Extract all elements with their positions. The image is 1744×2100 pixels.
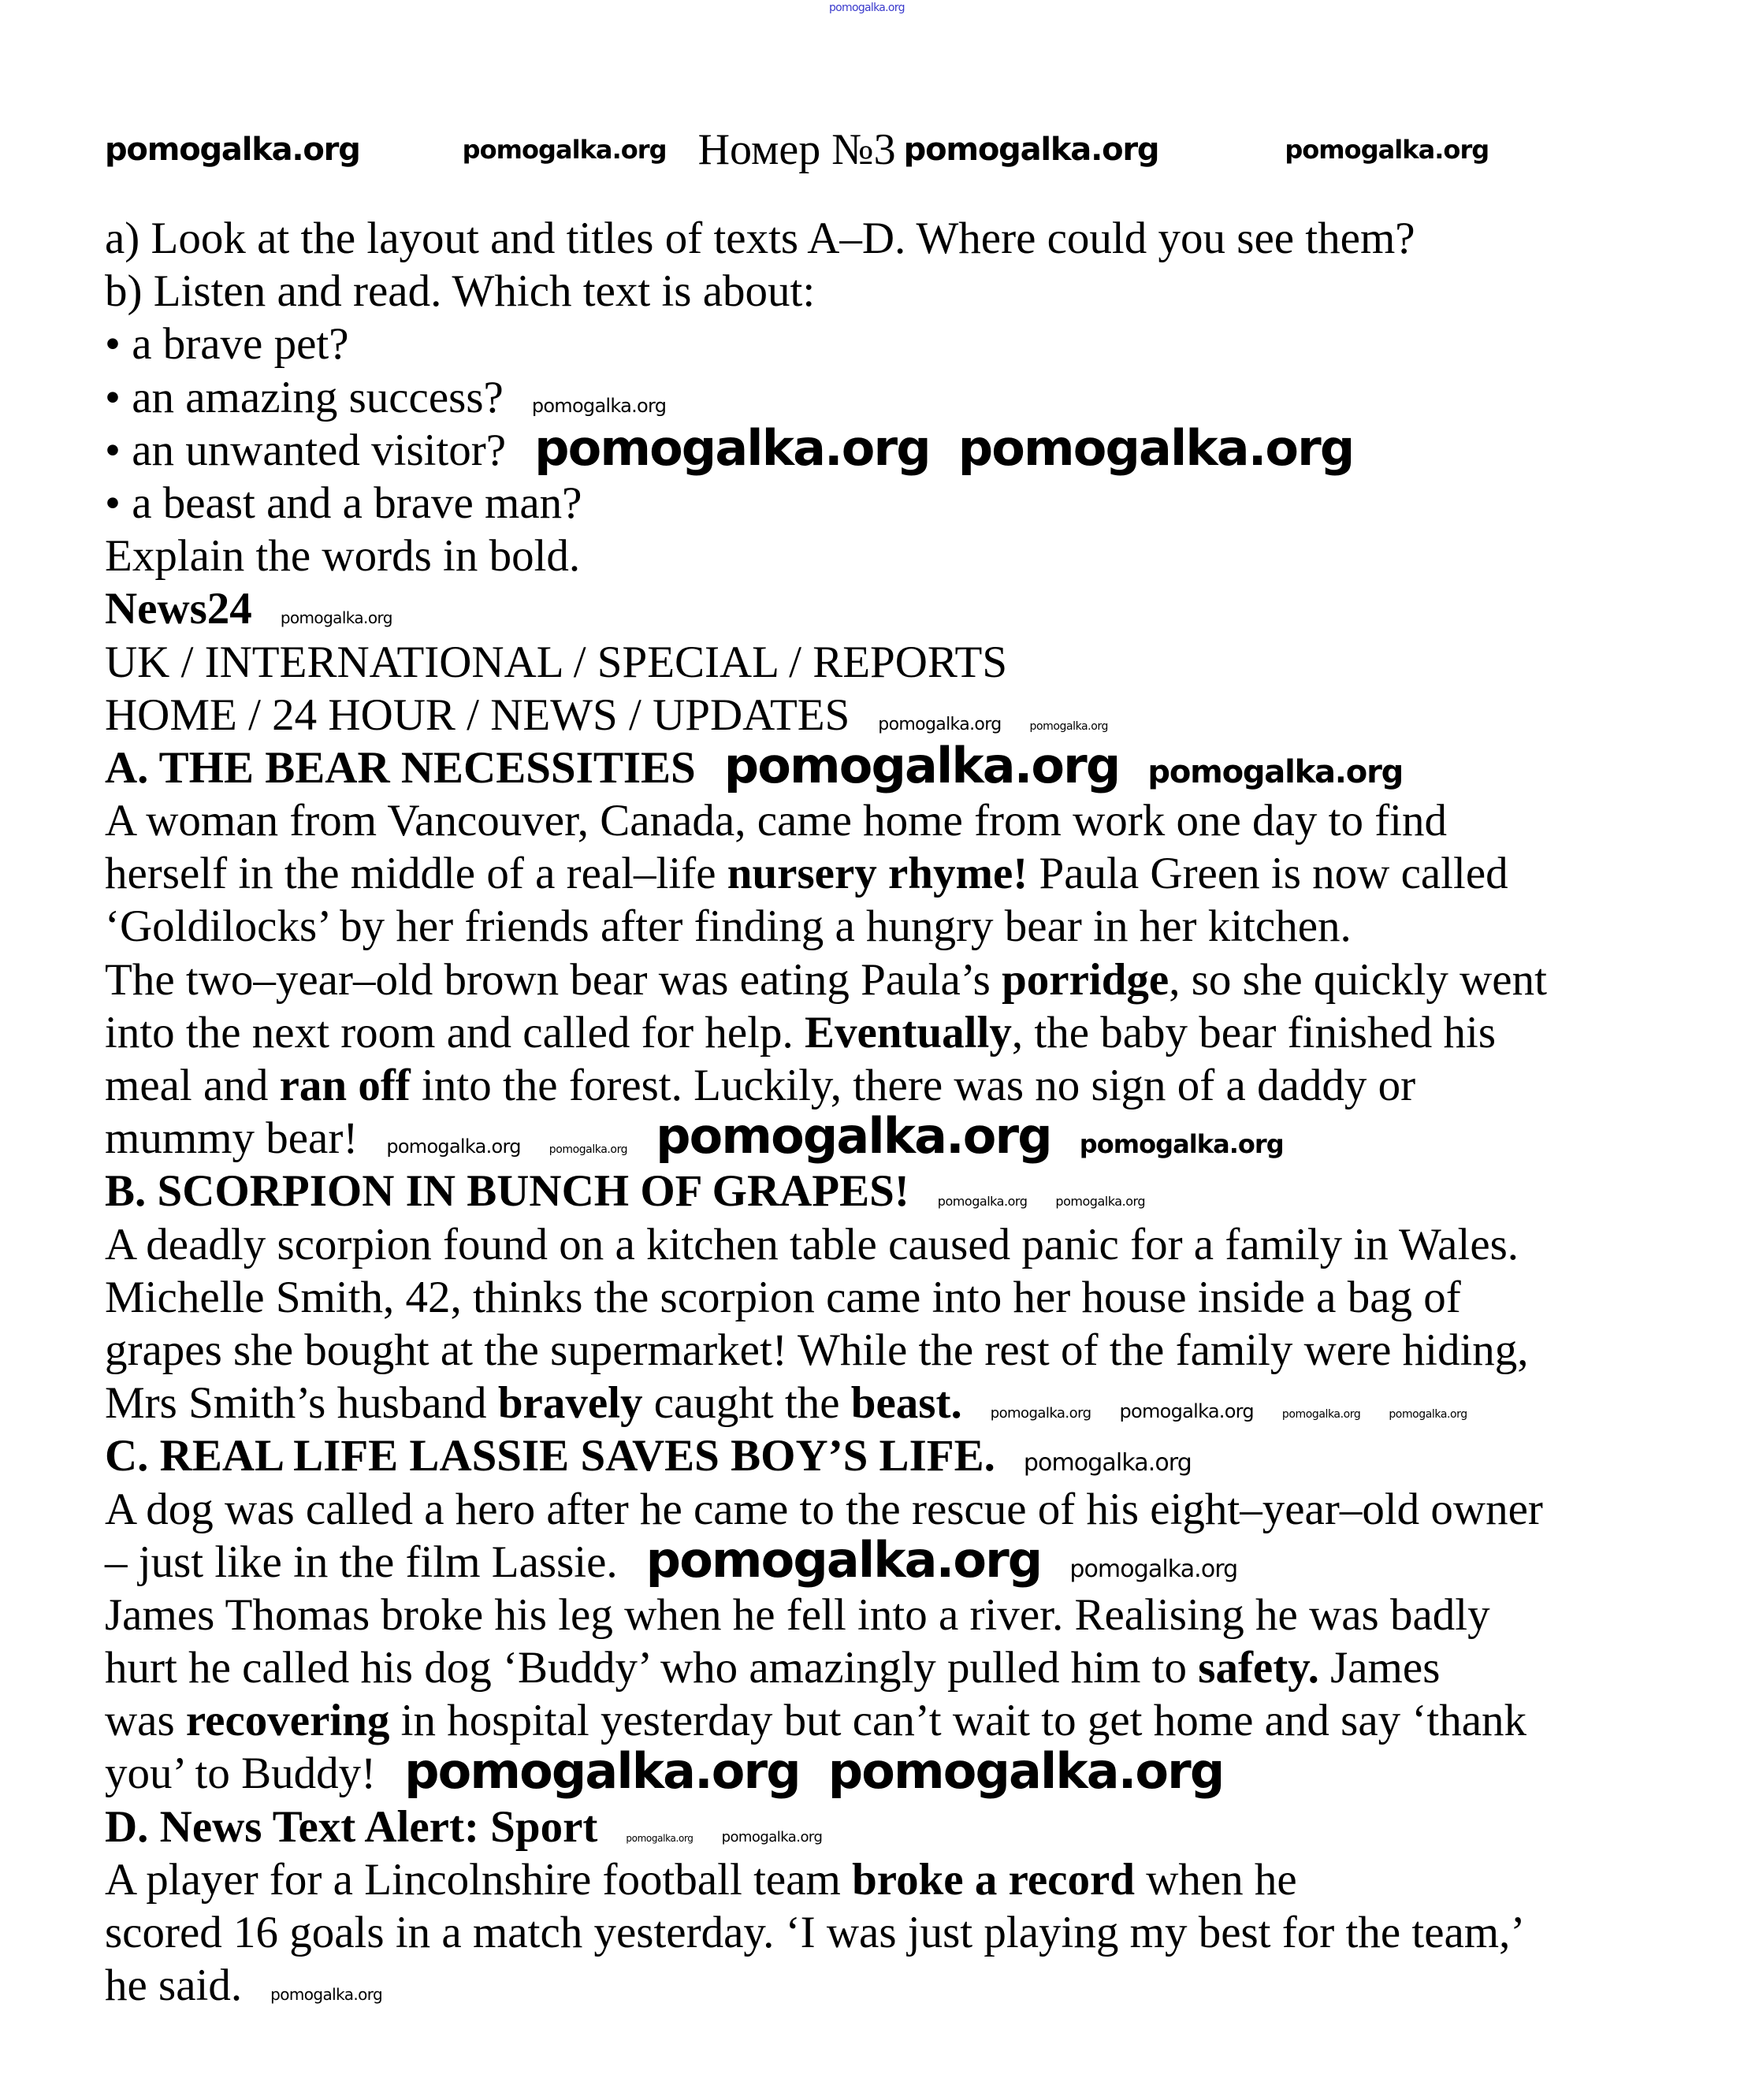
text-line bbox=[105, 582, 1547, 635]
text-line bbox=[105, 1853, 1547, 1906]
text: mummy bear! bbox=[105, 1113, 359, 1164]
watermark: pomogalka.org bbox=[1029, 719, 1108, 733]
text: Explain the words in bold. bbox=[105, 531, 581, 582]
text-line bbox=[105, 636, 1547, 689]
text-line bbox=[105, 953, 1547, 1006]
watermark: pomogalka.org bbox=[1147, 753, 1404, 790]
text-line bbox=[105, 847, 1547, 900]
watermark: pomogalka.org bbox=[1389, 1408, 1467, 1422]
bold-text: broke a record bbox=[852, 1854, 1135, 1905]
text: A dog was called a hero after he came to the rescue of his eight–year–old owner bbox=[105, 1484, 1543, 1534]
text: • a brave pet? bbox=[105, 319, 349, 370]
watermark: pomogalka.org bbox=[645, 1530, 1042, 1589]
text-line bbox=[105, 371, 1547, 424]
text-line bbox=[105, 900, 1547, 953]
text: he said. bbox=[105, 1961, 243, 2011]
text-line bbox=[105, 1959, 1547, 2012]
text: a) Look at the layout and titles of texts A–D. Where could you see them? bbox=[105, 214, 1415, 263]
text: James bbox=[1318, 1643, 1441, 1693]
watermark: pomogalka.org bbox=[1055, 1194, 1146, 1210]
text: you’ to Buddy! bbox=[105, 1749, 377, 1799]
watermark: pomogalka.org bbox=[656, 1107, 1051, 1165]
text-line bbox=[105, 1483, 1547, 1536]
text: Michelle Smith, 42, thinks the scorpion came into her house inside a bag of bbox=[105, 1272, 1461, 1322]
watermark: pomogalka.org bbox=[1119, 1400, 1254, 1423]
text: HOME / 24 HOUR / NEWS / UPDATES bbox=[105, 689, 850, 740]
watermark: pomogalka.org bbox=[531, 394, 667, 417]
text: caught the bbox=[642, 1378, 851, 1429]
text: UK / INTERNATIONAL / SPECIAL / REPORTS bbox=[105, 637, 1008, 687]
text-line bbox=[105, 1429, 1547, 1482]
text-line bbox=[105, 1218, 1547, 1271]
text-line bbox=[105, 1694, 1547, 1747]
text-line bbox=[105, 1906, 1547, 1959]
watermark: pomogalka.org bbox=[827, 1742, 1224, 1801]
bold-text: C. REAL LIFE LASSIE SAVES BOY’S LIFE. bbox=[105, 1431, 995, 1481]
text-line bbox=[105, 1377, 1547, 1429]
text-line bbox=[105, 1107, 1547, 1165]
bold-text: News24 bbox=[105, 584, 252, 634]
text-line bbox=[105, 418, 1547, 477]
text: meal and bbox=[105, 1061, 280, 1110]
watermark: pomogalka.org bbox=[105, 132, 360, 168]
watermark: pomogalka.org bbox=[1079, 1129, 1284, 1160]
page-title: Номер №3 bbox=[697, 125, 896, 174]
bold-text: porridge bbox=[1002, 954, 1169, 1005]
text-line bbox=[105, 1641, 1547, 1694]
text-line bbox=[105, 212, 1547, 265]
text-line bbox=[105, 318, 1547, 370]
bold-text: beast. bbox=[850, 1378, 962, 1429]
text: scored 16 goals in a match yesterday. ‘I was just playing my best for the team,’ bbox=[105, 1908, 1526, 1957]
text: • a beast and a brave man? bbox=[105, 478, 582, 528]
text-line bbox=[105, 1742, 1547, 1801]
bold-text: B. SCORPION IN BUNCH OF GRAPES! bbox=[105, 1166, 909, 1217]
watermark: pomogalka.org bbox=[280, 608, 392, 628]
text-line bbox=[105, 736, 1547, 794]
watermark: pomogalka.org bbox=[937, 1194, 1028, 1210]
text-line bbox=[105, 794, 1547, 847]
text-line bbox=[105, 1271, 1547, 1324]
text: in hospital yesterday but can’t wait to get home and say ‘thank bbox=[389, 1696, 1527, 1746]
text: into the next room and called for help. bbox=[105, 1007, 805, 1057]
text-line bbox=[105, 689, 1547, 742]
watermark: pomogalka.org bbox=[386, 1135, 521, 1158]
watermark: pomogalka.org bbox=[903, 132, 1159, 168]
text: herself in the middle of a real–life bbox=[105, 849, 727, 899]
watermark: pomogalka.org bbox=[462, 135, 667, 165]
bold-text: recovering bbox=[185, 1696, 390, 1746]
text: was bbox=[105, 1696, 186, 1746]
watermark: pomogalka.org bbox=[1069, 1555, 1238, 1583]
watermark: pomogalka.org bbox=[270, 1985, 383, 2005]
text: A deadly scorpion found on a kitchen table caused panic for a family in Wales. bbox=[105, 1219, 1519, 1269]
watermark: pomogalka.org bbox=[958, 418, 1354, 477]
bold-text: safety. bbox=[1198, 1643, 1319, 1693]
text: James Thomas broke his leg when he fell into a river. Realising he was badly bbox=[105, 1589, 1490, 1640]
text-line bbox=[105, 1589, 1547, 1641]
bold-text: Eventually bbox=[804, 1007, 1012, 1057]
watermark: pomogalka.org bbox=[990, 1405, 1091, 1422]
watermark: pomogalka.org bbox=[1285, 135, 1489, 165]
text: ‘Goldilocks’ by her friends after finding a hungry bear in her kitchen. bbox=[105, 901, 1352, 952]
watermark: pomogalka.org bbox=[626, 1832, 694, 1844]
text: , so she quickly went bbox=[1169, 954, 1547, 1005]
text-line bbox=[105, 530, 1547, 582]
text-line bbox=[105, 1165, 1547, 1217]
text: A woman from Vancouver, Canada, came home from work one day to find bbox=[105, 796, 1448, 846]
text: • an unwanted visitor? bbox=[105, 425, 507, 475]
header-row bbox=[105, 126, 1489, 173]
text: , the baby bear finished his bbox=[1011, 1007, 1497, 1057]
text: Mrs Smith’s husband bbox=[105, 1378, 498, 1429]
text: into the forest. Luckily, there was no sign of a daddy or bbox=[410, 1061, 1416, 1110]
watermark: pomogalka.org bbox=[721, 1828, 823, 1845]
watermark: pomogalka.org bbox=[548, 1143, 628, 1157]
text-line bbox=[105, 477, 1547, 530]
bold-text: ran off bbox=[279, 1061, 411, 1110]
text-line bbox=[105, 1059, 1547, 1112]
text: hurt he called his dog ‘Buddy’ who amazingly pulled him to bbox=[105, 1643, 1199, 1693]
text-line bbox=[105, 1324, 1547, 1377]
bold-text: nursery rhyme! bbox=[727, 849, 1028, 899]
watermark: pomogalka.org bbox=[723, 736, 1120, 794]
text: • an amazing success? bbox=[105, 372, 504, 422]
watermark: pomogalka.org bbox=[1023, 1449, 1192, 1477]
text: when he bbox=[1134, 1854, 1297, 1905]
text: b) Listen and read. Which text is about: bbox=[105, 266, 816, 317]
text: – just like in the film Lassie. bbox=[105, 1537, 618, 1587]
text: grapes she bought at the supermarket! While the rest of the family were hiding, bbox=[105, 1325, 1529, 1375]
text: Paula Green is now called bbox=[1028, 849, 1508, 899]
text-line bbox=[105, 265, 1547, 318]
document-body bbox=[105, 212, 1547, 2012]
text-line bbox=[105, 1801, 1547, 1853]
text: A player for a Lincolnshire football team bbox=[105, 1854, 853, 1905]
bold-text: bravely bbox=[497, 1378, 643, 1429]
text: The two–year–old brown bear was eating Paula’s bbox=[105, 954, 1002, 1005]
text-line bbox=[105, 1530, 1547, 1589]
top-site-link[interactable]: pomogalka.org bbox=[829, 2, 905, 14]
text-line bbox=[105, 1006, 1547, 1059]
bold-text: D. News Text Alert: Sport bbox=[105, 1801, 598, 1852]
watermark: pomogalka.org bbox=[534, 418, 930, 477]
watermark: pomogalka.org bbox=[1281, 1408, 1361, 1422]
watermark: pomogalka.org bbox=[878, 714, 1002, 734]
watermark: pomogalka.org bbox=[404, 1742, 800, 1801]
bold-text: A. THE BEAR NECESSITIES bbox=[105, 742, 696, 793]
